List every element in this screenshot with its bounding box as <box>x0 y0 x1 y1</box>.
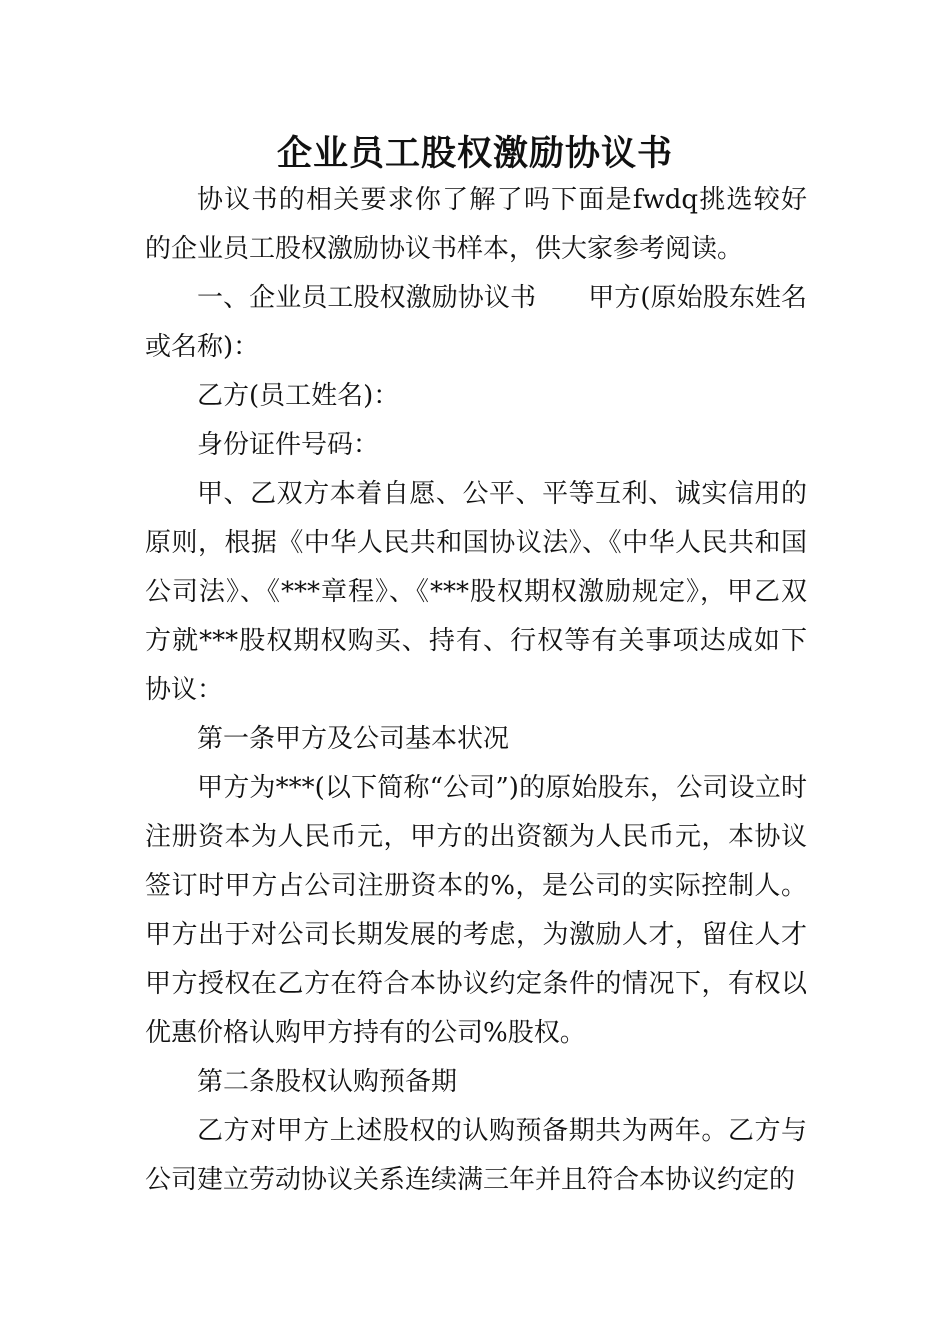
article-2-heading: 第二条股权认购预备期 <box>197 1067 458 1097</box>
document-title: 企业员工股权激励协议书 <box>276 133 673 174</box>
paragraph-intro: 协议书的相关要求你了解了吗下面是fwdq挑选较好的企业员工股权激励协议书样本，供大家参考阅读。 <box>145 185 807 264</box>
article-1-body: 甲方为***(以下简称“公司”)的原始股东，公司设立时注册资本为人民币元，甲方的出资额为人民币元，本协议签订时甲方占公司注册资本的%，是公司的实际控制人。甲方出于对公司长期发展的考虑，为激励人才，留住人才甲方授权在乙方在符合本协议约定条件的情况下，有权以优惠价格认购甲方持有的公司%股权。 <box>145 773 807 1048</box>
article-1-heading: 第一条甲方及公司基本状况 <box>197 724 510 754</box>
paragraph-preamble: 甲、乙双方本着自愿、公平、平等互利、诚实信用的原则，根据《中华人民共和国协议法》、《中华人民共和国公司法》、《***章程》、《***股权期权激励规定》，甲乙双方就***股权期权购买、持有、行权等有关事项达成如下协议： <box>145 479 807 705</box>
paragraph-party-b: 乙方(员工姓名)： <box>197 381 400 411</box>
paragraph-party-a: 一、企业员工股权激励协议书 甲方(原始股东姓名或名称)： <box>145 283 807 362</box>
article-2-body: 乙方对甲方上述股权的认购预备期共为两年。乙方与公司建立劳动协议关系连续满三年并且符合本协议约定的 <box>145 1116 807 1195</box>
paragraph-id-number: 身份证件号码： <box>197 430 380 460</box>
document-body <box>145 176 807 1205</box>
